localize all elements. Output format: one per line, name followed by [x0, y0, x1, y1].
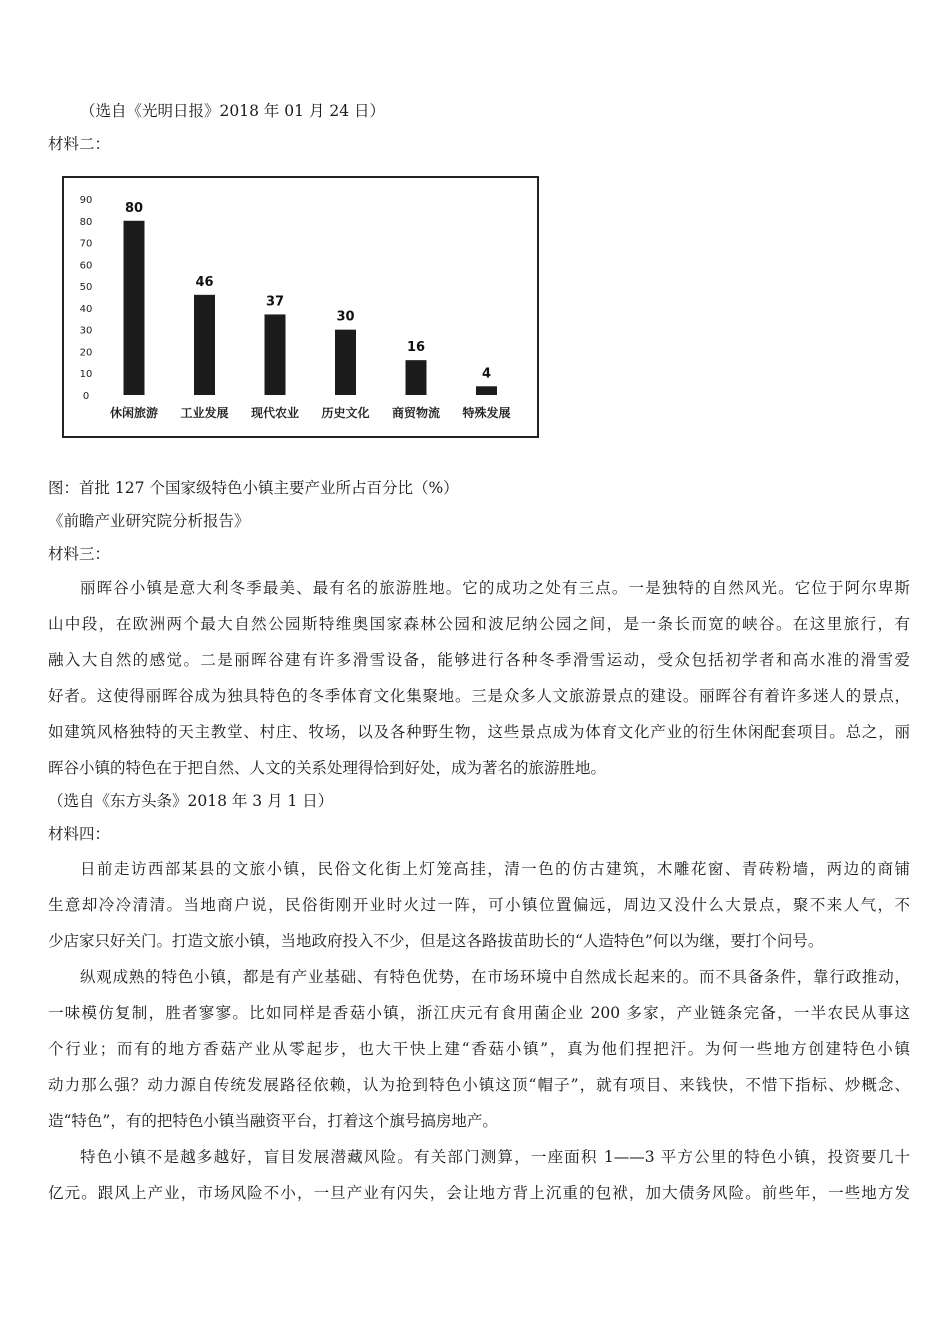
- paragraph-line: 动力那么强？动力源自传统发展路径依赖，认为抢到特色小镇这顶“帽子”，就有项目、来钱快，不惜下指标、炒概念、: [48, 1076, 910, 1094]
- paragraph-line: 一味模仿复制，胜者寥寥。比如同样是香菇小镇，浙江庆元有食用菌企业 200 多家，产业链条完备，一半农民从事这: [48, 1004, 910, 1022]
- category-label: 休闲旅游: [109, 406, 159, 420]
- source-dongfang: （选自《东方头条》2018 年 3 月 1 日）: [48, 792, 334, 810]
- data-label: 16: [406, 340, 426, 356]
- data-label: 30: [336, 309, 355, 325]
- bar-chart-svg: [64, 178, 537, 436]
- bar: [124, 221, 145, 395]
- bar: [335, 330, 356, 395]
- figure-caption: 图：首批 127 个国家级特色小镇主要产业所占百分比（%）: [48, 479, 459, 497]
- paragraph-line: 融入大自然的感觉。二是丽晖谷建有许多滑雪设备，能够进行各种冬季滑雪运动，受众包括初学者和高水准的滑雪爱: [48, 651, 910, 669]
- y-tick-label: 90: [79, 195, 93, 206]
- bar: [476, 386, 497, 395]
- category-label: 现代农业: [250, 406, 300, 420]
- category-label: 工业发展: [180, 406, 229, 420]
- data-label: 46: [195, 274, 214, 290]
- bar-chart: [62, 176, 539, 438]
- category-label: 历史文化: [321, 406, 370, 420]
- y-tick-label: 30: [79, 325, 93, 337]
- material4-heading: 材料四：: [48, 825, 111, 843]
- category-label: 特殊发展: [462, 406, 511, 420]
- material2-heading: 材料二：: [48, 135, 111, 153]
- paragraph-line: 特色小镇不是越多越好，盲目发展潜藏风险。有关部门测算，一座面积 1——3 平方公里的特色小镇，投资要几十: [80, 1148, 910, 1166]
- bar: [406, 360, 427, 395]
- bar: [194, 295, 215, 395]
- paragraph-line: 山中段，在欧洲两个最大自然公园斯特维奥国家森林公园和波尼纳公园之间，是一条长而宽的峡谷。在这里旅行，有: [48, 615, 910, 633]
- y-tick-label: 80: [79, 216, 93, 228]
- paragraph-line: 纵观成熟的特色小镇，都是有产业基础、有特色优势，在市场环境中自然成长起来的。而不具备条件，靠行政推动，: [80, 968, 910, 986]
- paragraph-line: 造“特色”，有的把特色小镇当融资平台，打着这个旗号搞房地产。: [48, 1112, 498, 1130]
- y-tick-label: 0: [82, 391, 90, 402]
- bar: [265, 314, 286, 395]
- paragraph-line: 少店家只好关门。打造文旅小镇，当地政府投入不少，但是这各路拔苗助长的“人造特色”何以为继，要打个问号。: [48, 932, 824, 950]
- y-tick-label: 10: [79, 369, 93, 381]
- data-label: 80: [124, 200, 144, 216]
- paragraph-line: 亿元。跟风上产业，市场风险不小，一旦产业有闪失，会让地方背上沉重的包袱，加大债务风险。前些年，一些地方发: [48, 1184, 910, 1202]
- y-tick-label: 40: [79, 303, 93, 315]
- y-tick-label: 60: [79, 260, 93, 272]
- paragraph-line: 日前走访西部某县的文旅小镇，民俗文化街上灯笼高挂，清一色的仿古建筑，木雕花窗、青砖粉墙，两边的商铺: [80, 860, 910, 878]
- source-guangming: （选自《光明日报》2018 年 01 月 24 日）: [80, 102, 386, 120]
- paragraph-line: 生意却冷冷清清。当地商户说，民俗街刚开业时火过一阵，可小镇位置偏远，周边又没什么大景点，聚不来人气，不: [48, 896, 910, 914]
- source-qianzhan: 《前瞻产业研究院分析报告》: [48, 512, 250, 530]
- y-tick-label: 70: [79, 238, 93, 250]
- material3-heading: 材料三：: [48, 545, 111, 563]
- data-label: 37: [265, 294, 285, 310]
- paragraph-line: 如建筑风格独特的天主教堂、村庄、牧场，以及各种野生物，这些景点成为体育文化产业的衍生休闲配套项目。总之，丽: [48, 723, 910, 741]
- paragraph-line: 晖谷小镇的特色在于把自然、人文的关系处理得恰到好处，成为著名的旅游胜地。: [48, 759, 607, 777]
- paragraph-line: 丽晖谷小镇是意大利冬季最美、最有名的旅游胜地。它的成功之处有三点。一是独特的自然风光。它位于阿尔卑斯: [80, 579, 910, 597]
- y-tick-label: 50: [79, 282, 93, 294]
- data-label: 4: [481, 366, 492, 382]
- paragraph-line: 好者。这使得丽晖谷成为独具特色的冬季体育文化集聚地。三是众多人文旅游景点的建设。丽晖谷有着许多迷人的景点，: [48, 687, 910, 705]
- paragraph-line: 个行业；而有的地方香菇产业从零起步，也大干快上建“香菇小镇”，真为他们捏把汗。为何一些地方创建特色小镇: [48, 1040, 910, 1058]
- category-label: 商贸物流: [391, 406, 441, 420]
- y-tick-label: 20: [79, 347, 93, 359]
